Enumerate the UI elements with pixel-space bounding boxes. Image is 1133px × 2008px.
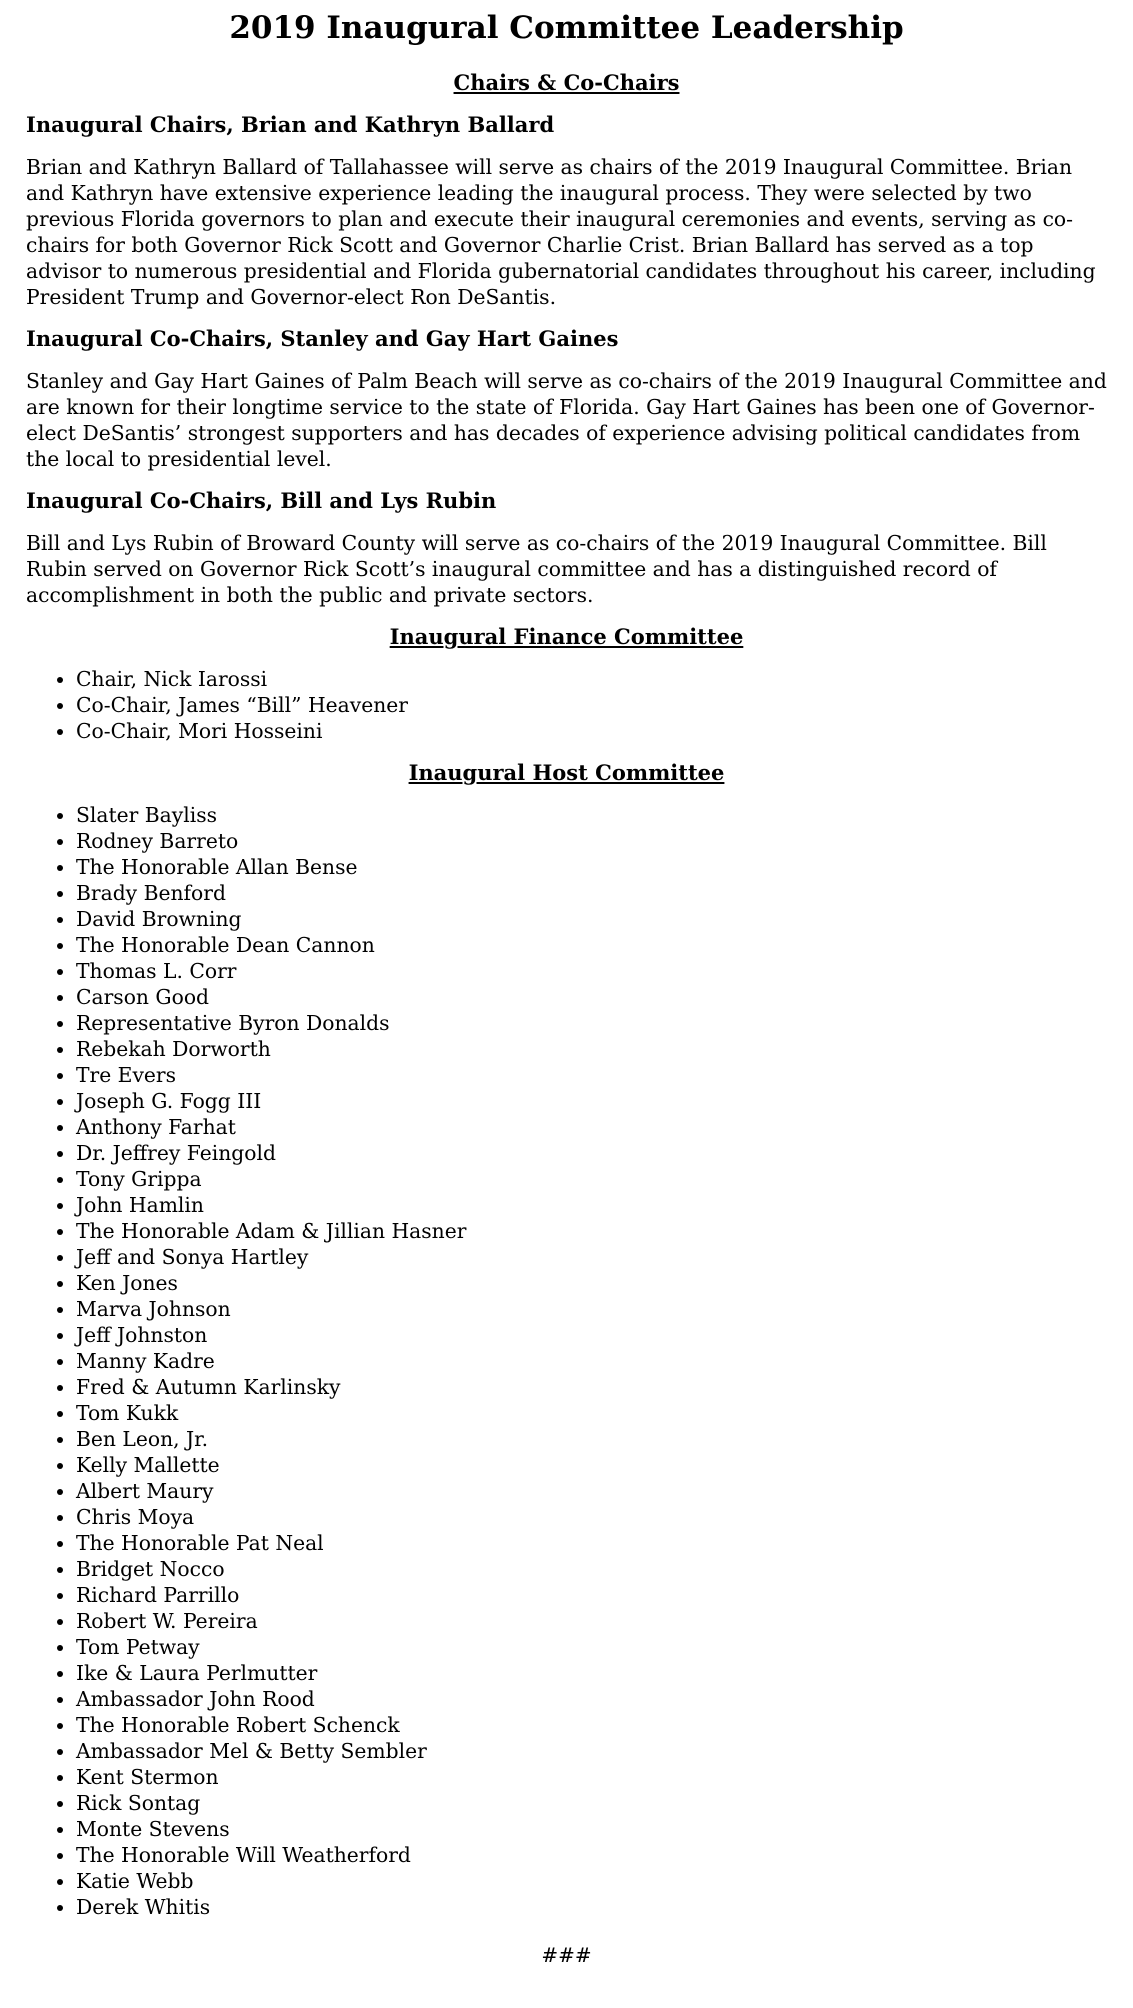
finance-committee-list: [26, 666, 1107, 744]
chair-entry-body: Brian and Kathryn Ballard of Tallahassee will serve as chairs of the 2019 Inaugural Committee. Brian and Kathryn have extensive experience leading the inaugural process. They were selected by two previous Florida governors to plan and execute their inaugural ceremonies and events, serving as co-chairs for both Governor Rick Scott and Governor Charlie Crist. Brian Ballard has served as a top advisor to numerous presidential and Florida gubernatorial candidates throughout his career, including President Trump and Governor-elect Ron DeSantis.: [26, 155, 1096, 309]
list-item: • Rodney Barreto: [76, 828, 1107, 854]
list-item: • The Honorable Will Weatherford: [76, 1842, 1107, 1868]
finance-committee-heading: Inaugural Finance Committee: [389, 624, 744, 649]
host-committee-list: [26, 802, 1107, 1920]
end-mark: ###: [541, 1943, 592, 1967]
list-item: • The Honorable Allan Bense: [76, 854, 1107, 880]
list-item: • David Browning: [76, 906, 1107, 932]
list-item: • Derek Whitis: [76, 1894, 1107, 1920]
list-item: • Katie Webb: [76, 1868, 1107, 1894]
chair-entry-heading: Inaugural Co-Chairs, Bill and Lys Rubin: [26, 488, 497, 513]
list-item: • Albert Maury: [76, 1478, 1107, 1504]
list-item: • Dr. Jeffrey Feingold: [76, 1140, 1107, 1166]
list-item: • Ambassador John Rood: [76, 1686, 1107, 1712]
list-item: • Kent Stermon: [76, 1764, 1107, 1790]
list-item: • Co-Chair, Mori Hosseini: [76, 718, 1107, 744]
page-title: 2019 Inaugural Committee Leadership: [229, 10, 904, 46]
chair-entry-body: Stanley and Gay Hart Gaines of Palm Beach will serve as co-chairs of the 2019 Inaugural Committee and are known for their longtime service to the state of Florida. Gay Hart Gaines has been one of Governor-elect DeSantis’ strongest supporters and has decades of experience advising political candidates from the local to presidential level.: [26, 369, 1107, 471]
chair-entry-heading: Inaugural Co-Chairs, Stanley and Gay Hart Gaines: [26, 326, 619, 351]
list-item: • The Honorable Adam & Jillian Hasner: [76, 1218, 1107, 1244]
list-item: • Chris Moya: [76, 1504, 1107, 1530]
list-item: • Bridget Nocco: [76, 1556, 1107, 1582]
chairs-section-heading: Chairs & Co-Chairs: [453, 70, 680, 95]
list-item: • Co-Chair, James “Bill” Heavener: [76, 692, 1107, 718]
list-item: • The Honorable Pat Neal: [76, 1530, 1107, 1556]
list-item: • Rebekah Dorworth: [76, 1036, 1107, 1062]
list-item: • Anthony Farhat: [76, 1114, 1107, 1140]
list-item: • Representative Byron Donalds: [76, 1010, 1107, 1036]
list-item: • Tre Evers: [76, 1062, 1107, 1088]
host-committee-heading: Inaugural Host Committee: [408, 760, 725, 785]
chair-entry-body: Bill and Lys Rubin of Broward County will serve as co-chairs of the 2019 Inaugural Committee. Bill Rubin served on Governor Rick Scott’s inaugural committee and has a distinguished record of accomplishment in both the public and private sectors.: [26, 531, 1047, 607]
list-item: • Fred & Autumn Karlinsky: [76, 1374, 1107, 1400]
list-item: • Ken Jones: [76, 1270, 1107, 1296]
list-item: • Chair, Nick Iarossi: [76, 666, 1107, 692]
list-item: • Tony Grippa: [76, 1166, 1107, 1192]
list-item: • Thomas L. Corr: [76, 958, 1107, 984]
list-item: • John Hamlin: [76, 1192, 1107, 1218]
list-item: • Richard Parrillo: [76, 1582, 1107, 1608]
list-item: • Jeff and Sonya Hartley: [76, 1244, 1107, 1270]
list-item: • Slater Bayliss: [76, 802, 1107, 828]
list-item: • Robert W. Pereira: [76, 1608, 1107, 1634]
list-item: • The Honorable Dean Cannon: [76, 932, 1107, 958]
chair-entry-heading: Inaugural Chairs, Brian and Kathryn Ballard: [26, 112, 555, 137]
list-item: • Jeff Johnston: [76, 1322, 1107, 1348]
list-item: • Ike & Laura Perlmutter: [76, 1660, 1107, 1686]
list-item: • Manny Kadre: [76, 1348, 1107, 1374]
list-item: • Tom Kukk: [76, 1400, 1107, 1426]
list-item: • Kelly Mallette: [76, 1452, 1107, 1478]
list-item: • Rick Sontag: [76, 1790, 1107, 1816]
list-item: • Brady Benford: [76, 880, 1107, 906]
list-item: • Marva Johnson: [76, 1296, 1107, 1322]
list-item: • Ben Leon, Jr.: [76, 1426, 1107, 1452]
list-item: • Carson Good: [76, 984, 1107, 1010]
list-item: • The Honorable Robert Schenck: [76, 1712, 1107, 1738]
list-item: • Ambassador Mel & Betty Sembler: [76, 1738, 1107, 1764]
list-item: • Joseph G. Fogg III: [76, 1088, 1107, 1114]
list-item: • Tom Petway: [76, 1634, 1107, 1660]
list-item: • Monte Stevens: [76, 1816, 1107, 1842]
